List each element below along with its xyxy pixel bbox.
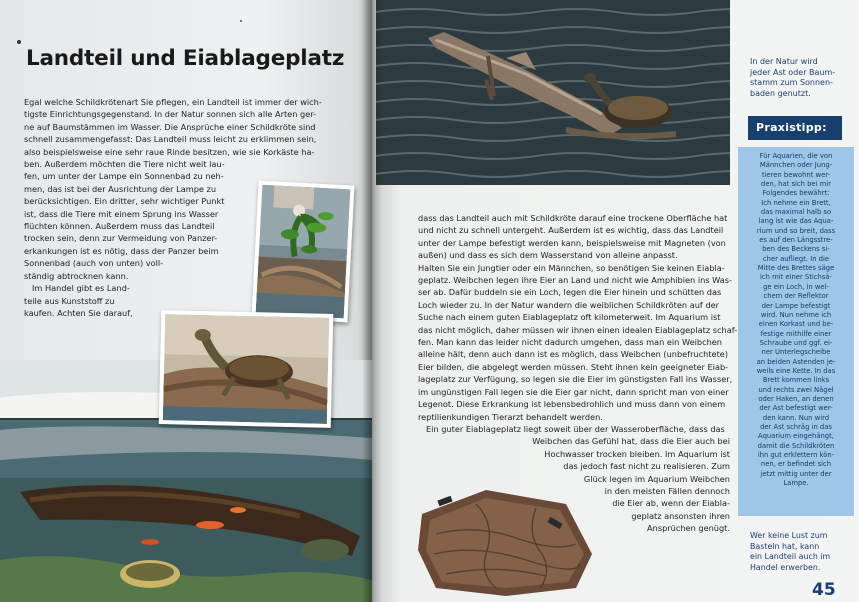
book-gutter [362,0,382,602]
text-line: fen, um unter der Lampe ein Sonnenbad zu neh- [24,171,224,182]
shop-note [750,531,850,573]
text-line: erkankungen ist es nötig, dass der Panzer beim [24,245,219,256]
note-line: ein Landteil auch im [750,552,831,562]
tip-line: der Ast befestigt wer- [759,404,833,413]
photo-plant-lamp [251,181,354,323]
text-line: trocken sein, denn zur Vermeidung von Panzer- [24,233,218,244]
text-line: Ansprüchen genügt. [647,523,730,534]
photo-caption [750,57,846,99]
tip-line: ben des Beckens si- [762,245,830,254]
tip-line: und rechts zwei Nägel [758,385,834,394]
tip-line: Folgendes bewährt: [762,189,830,198]
photo-turtle-on-branch [376,0,730,185]
tip-line: Männchen oder Jung- [759,161,833,170]
text-line: reptilienkundigen Tierarzt behandelt werden. [418,411,603,422]
tip-line: jetzt mittig unter der [760,469,832,478]
tip-text [738,152,854,488]
tip-line: den, hat sich bei mir [761,180,831,189]
text-line: Glück legen im Aquarium Weibchen [583,473,730,484]
page-title: Landteil und Eiablageplatz [26,46,345,71]
tip-box [738,147,854,516]
tip-line: Lampe. [783,479,809,488]
caption-line: In der Natur wird [750,57,818,66]
text-line: Legenot. Diese Erkrankung ist lebensbedrohlich und muss dann von einem [418,399,726,410]
tip-line: festige mithilfe einer [760,329,832,338]
text-line: Sonnenbad (auch von unten) voll- [24,258,164,269]
text-line: geplatz ansonsten ihren [631,510,730,521]
text-line: unter der Lampe befestigt werden kann, beispielsweise mit Magneten (von [418,237,726,248]
tip-line: tieren bewohnt wer- [761,170,831,179]
tip-line: oder Haken, an denen [758,394,834,403]
tip-line: cher aufliegt. In die [762,254,830,263]
text-line: dass das Landteil auch mit Schildkröte darauf eine trockene Oberfläche hat [418,213,728,223]
tip-line: wird. Nun nehme ich [760,310,832,319]
page-mark [240,20,242,22]
text-line: die Eier ab, wenn der Eiabla- [612,498,730,509]
tip-line: Schraube und ggf. ei- [759,338,833,347]
text-line: ständig abtrocknen kann. [24,270,129,281]
text-line: das jedoch fast nicht zu realisieren. Zum [563,461,730,472]
text-line: fen. Man kann das leider nicht dadurch umgehen, dass man ein Weibchen [418,337,722,348]
caption-line: stamm zum Sonnen- [750,78,833,88]
text-line: Ein guter Eiablageplatz liegt soweit über der Wasseroberfläche, dass das [426,423,725,434]
note-line: Wer keine Lust zum [750,531,828,540]
text-line: ser ab. Dafür buddeln sie ein Loch, legen die Eier hinein und schütten das [418,287,722,298]
text-line: Weibchen das Gefühl hat, dass die Eier auch bei [532,436,730,447]
text-line: Egal welche Schildkrötenart Sie pflegen, ein Landteil ist immer der wich- [24,97,322,107]
text-line: kaufen. Achten Sie darauf, [24,307,133,318]
tip-line: Aquarium eingehängt, [758,432,834,441]
text-line: also beispielsweise eine sehr raue Rinde besitzen, wie sie Korkäste ha- [24,146,315,157]
tip-line: es auf den Längsstre- [759,236,833,245]
left-page [0,0,372,602]
tip-heading: Praxistipp: [748,116,842,140]
text-line: teile aus Kunststoff zu [24,295,115,306]
tip-line: den kann. Nun wird [762,413,830,422]
caption-line: jeder Ast oder Baum- [750,67,836,77]
text-line: Loch wieder zu. In der Natur wandern die weiblichen Schildkröten auf der [418,299,719,310]
tip-line: ner Unterlegscheibe [761,348,831,357]
text-line: außen) und dass es sich dem Wasserstand von alleine anpasst. [418,250,678,261]
text-line: im ungünstigen Fall legen sie die Eier gar nicht, dann spricht man von einer [418,386,729,397]
tip-line: ihn gut erklettern kön- [757,451,835,459]
tip-line: Brett kommen links [762,376,830,385]
text-line: Eier bilden, die abgelegt werden müssen. Steht ihnen kein geeigneter Eiab- [418,361,729,372]
tip-line: das maximal halb so [760,208,832,217]
tip-line: weils eine Kette. In das [756,366,836,375]
tip-line: damit die Schildkröten [757,441,835,450]
text-line: schnell zusammengefasst: Das Landteil muss leicht zu erklimmen sein, [24,134,317,145]
tip-line: Mitte des Brettes säge [757,264,835,273]
title-bullet [17,40,21,44]
text-line: in den meisten Fällen dennoch [604,485,730,496]
right-page [372,0,859,602]
text-line: Hochwasser trocken bleiben. Im Aquarium ist [544,448,730,459]
tip-line: Ich nehme ein Brett, [761,198,831,207]
tip-line: lang ist wie das Aqua- [758,217,834,226]
tip-line: ich mit einer Stichsä- [759,273,832,282]
caption-line: baden genutzt. [750,88,811,98]
tip-line: einen Korkast und be- [758,320,834,329]
note-line: Handel erwerben. [750,562,821,572]
text-line: alleine hält, denn auch dann ist es möglich, dass Weibchen (unbefruchtete) [418,349,729,360]
text-line: Im Handel gibt es Land- [32,283,130,294]
tip-line: der Ast schräg in das [760,422,832,431]
page-number: 45 [812,580,836,600]
tip-line: chem der Reflektor [763,292,829,301]
text-line: lageplatz zur Verfügung, so legen sie die Eier im günstigsten Fall ins Wasser, [418,374,733,385]
tip-line: rium und so breit, dass [756,226,836,235]
note-line: Basteln hat, kann [750,541,820,551]
tip-line: der Lampe befestigt [761,301,831,310]
text-line: ist, dass die Tiere mit einem Sprung ins Wasser [24,208,219,219]
text-line: ben. Außerdem möchten die Tiere nicht weit lau- [24,159,225,170]
text-line: Halten Sie ein Jungtier oder ein Männchen, so benötigen Sie keinen Eiabla- [418,262,725,273]
text-line: men, das ist bei der Ausrichtung der Lampe zu [24,183,217,194]
tip-line: an beiden Astenden je- [756,357,836,366]
photo-turtle-cork [159,310,334,428]
photo-egg-laying-slab [416,484,596,598]
text-line: tigste Einrichtungsgegenstand. In der Natur sonnen sich alle Arten ger- [24,109,317,120]
text-line: und nicht zu schnell untergeht. Außerdem ist es wichtig, dass das Landteil [418,225,724,236]
text-line: flüchten können. Außerdem muss das Landteil [24,221,215,232]
tip-line: nen, er befindet sich [760,460,832,469]
tip-line: ge ein Loch, in wel- [763,282,829,291]
text-line: berücksichtigen. Ein dritter, sehr wichtiger Punkt [24,196,225,207]
text-line: das nicht möglich, daher müssen wir ihnen einen idealen Eiablageplatz schaf- [418,324,738,335]
text-line: Suche nach einem guten Eiablageplatz oft kilometerweit. Im Aquarium ist [418,312,721,323]
text-line: ne auf Baumstämmen im Wasser. Die Ansprüche einer Schildkröte sind [24,121,316,132]
text-line: geplatz. Weibchen legen ihre Eier an Land und nicht wie Amphibien ins Was- [418,275,732,286]
tip-line: Für Aquarien, die von [759,152,833,160]
